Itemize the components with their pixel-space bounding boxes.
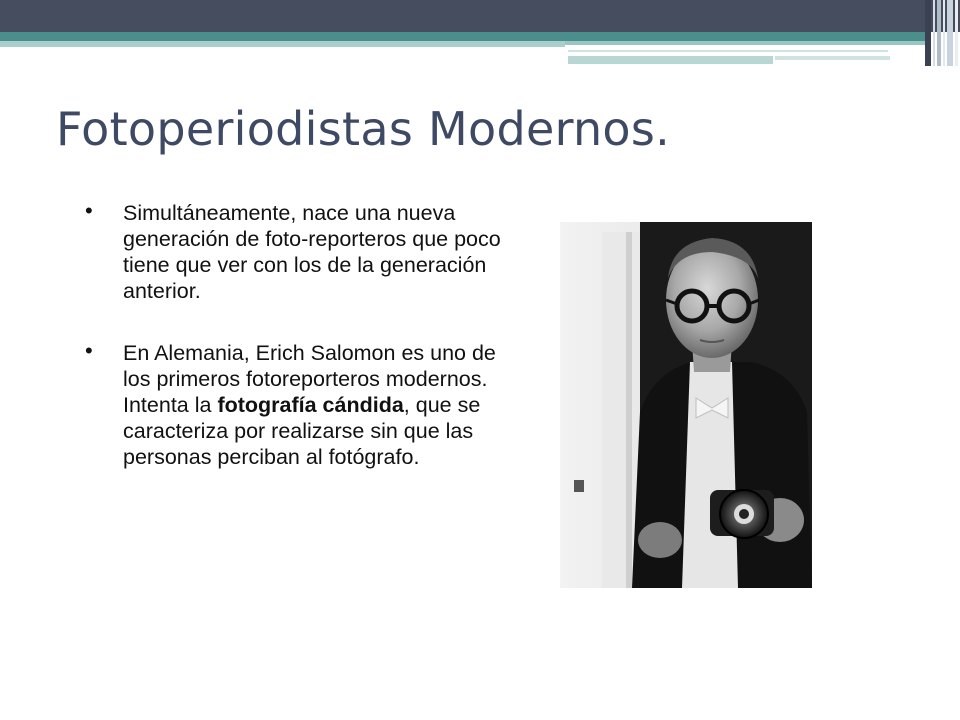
bullet-text: En Alemania, Erich Salomon es uno de los primeros fotoreporteros modernos. Intenta la: [123, 341, 496, 417]
bullet-marker: •: [85, 198, 93, 223]
portrait-photo-icon: [562, 222, 812, 588]
slide-title: Fotoperiodistas Modernos.: [56, 102, 671, 156]
bullet-list: [85, 200, 505, 470]
header-stripe-accent: [565, 41, 925, 45]
bullet-text: Simultáneamente, nace una nueva generación de foto-reporteros que poco tiene que ver con los de la generación anterior.: [123, 201, 501, 303]
header-line: [775, 56, 890, 60]
bullet-text: , que se caracteriza por realizarse sin que las personas perciban al fotógrafo.: [123, 393, 481, 469]
bullet-marker: •: [85, 338, 93, 363]
bullet-bold-text: fotografía cándida: [217, 393, 404, 417]
header-stripe-teal: [0, 32, 925, 41]
bullet-item: [85, 200, 505, 304]
header-line: [568, 50, 888, 52]
header-vertical-stripes: [925, 0, 960, 66]
header-line: [568, 56, 773, 64]
portrait-photo: [560, 222, 812, 588]
bullet-item: [85, 340, 505, 470]
header-stripe-light: [0, 41, 565, 47]
header-bar: [0, 0, 960, 32]
